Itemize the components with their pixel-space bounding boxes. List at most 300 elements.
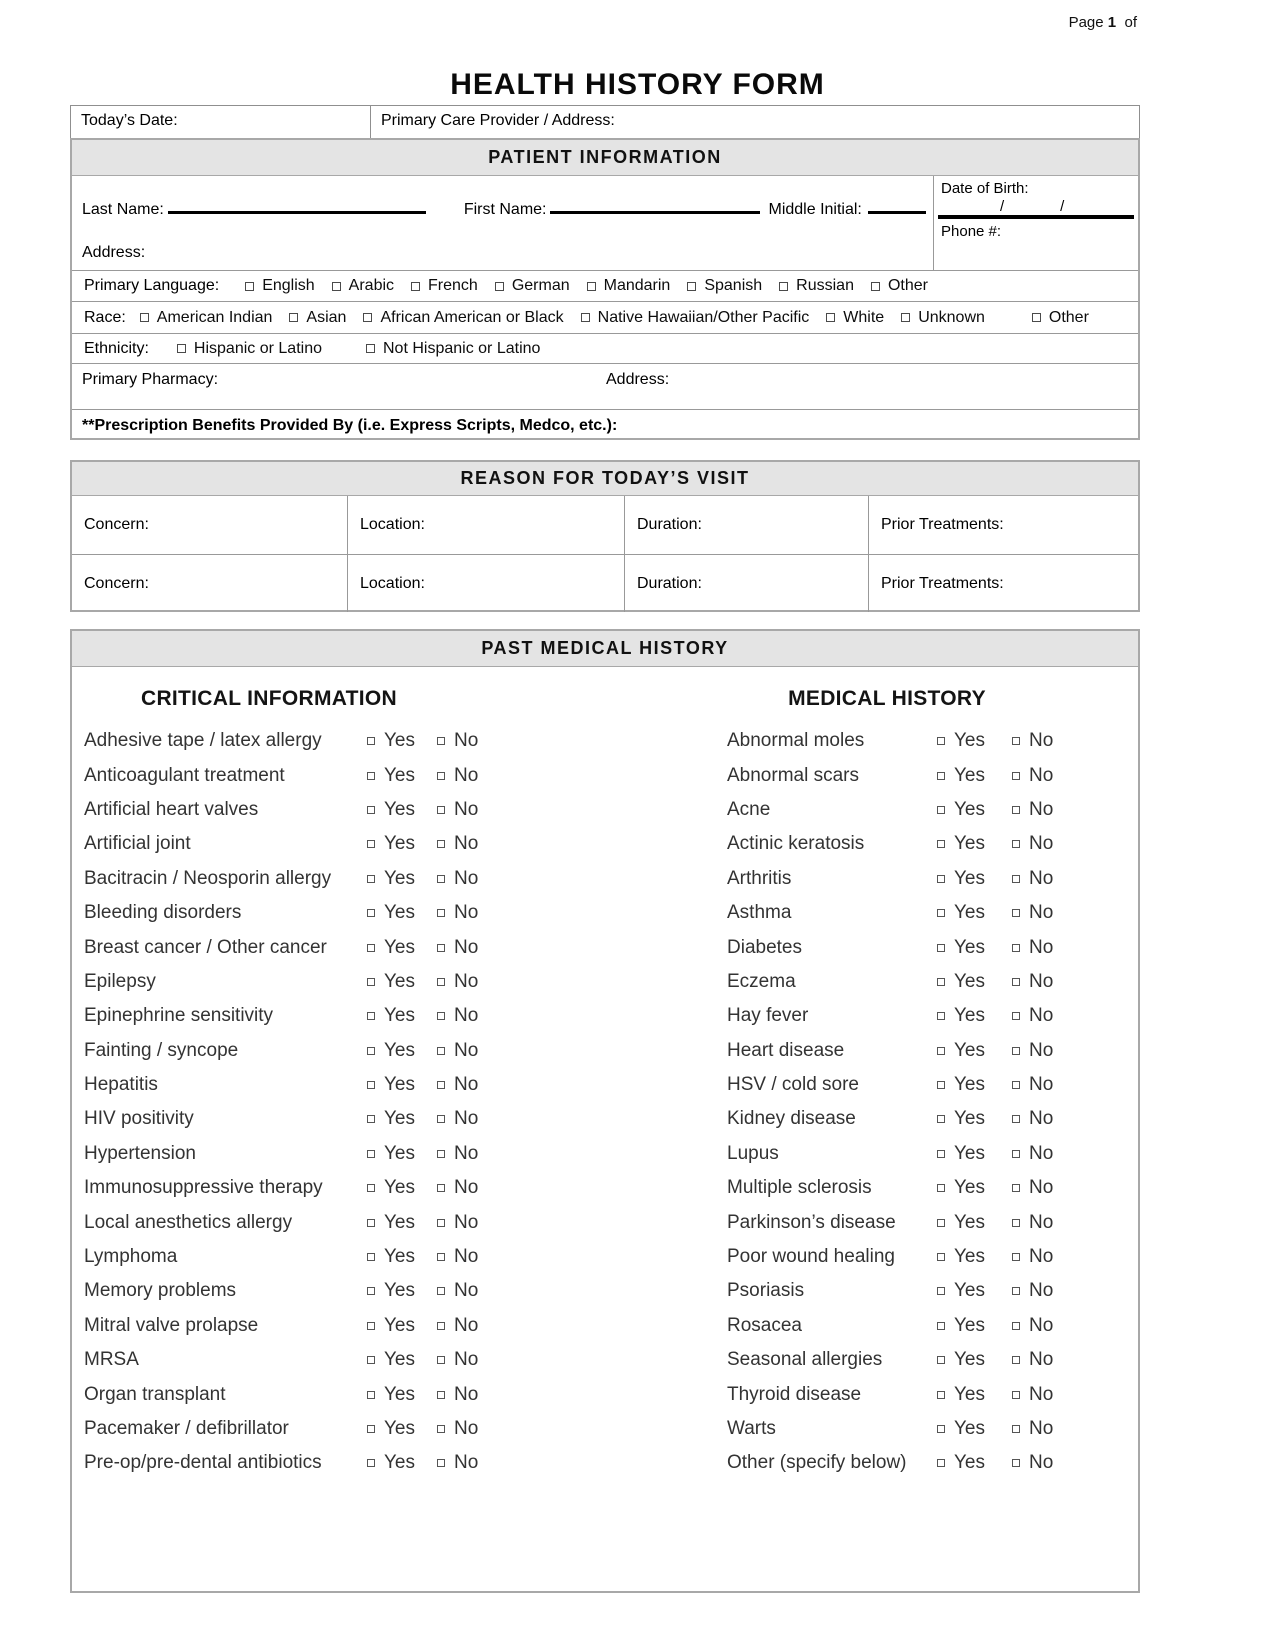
yes-option[interactable] <box>367 1349 437 1371</box>
patient-name-box <box>72 176 1138 271</box>
condition-row <box>84 1377 507 1411</box>
no-option[interactable] <box>437 1452 507 1474</box>
condition-row <box>727 1034 1082 1068</box>
no-option[interactable] <box>1012 1005 1082 1027</box>
checkbox-icon[interactable] <box>1032 313 1041 322</box>
yes-checkbox-icon[interactable] <box>937 1356 945 1364</box>
race-checkbox-option[interactable] <box>363 309 563 327</box>
yes-label: Yes <box>954 1452 985 1474</box>
race-checkbox-option[interactable] <box>140 309 273 327</box>
yes-option[interactable] <box>367 902 437 924</box>
condition-row <box>84 724 507 758</box>
yes-option[interactable] <box>937 765 1012 787</box>
no-option[interactable] <box>1012 1074 1082 1096</box>
no-option[interactable] <box>437 1349 507 1371</box>
no-checkbox-icon[interactable] <box>437 1287 445 1295</box>
no-checkbox-icon[interactable] <box>437 1184 445 1192</box>
no-checkbox-icon[interactable] <box>1012 737 1020 745</box>
no-option[interactable] <box>437 1384 507 1406</box>
yes-option[interactable] <box>937 1212 1012 1234</box>
yes-label: Yes <box>954 798 985 820</box>
option-label: Unknown <box>918 308 985 326</box>
yes-option[interactable] <box>367 1418 437 1440</box>
checkbox-icon[interactable] <box>289 313 298 322</box>
yes-option[interactable] <box>937 868 1012 890</box>
no-label: No <box>454 970 479 992</box>
no-checkbox-icon[interactable] <box>437 909 445 917</box>
no-option[interactable] <box>1012 1280 1082 1302</box>
yes-checkbox-icon[interactable] <box>367 1115 375 1123</box>
condition-label: HSV / cold sore <box>727 1074 859 1096</box>
no-checkbox-icon[interactable] <box>437 1253 445 1261</box>
yes-option[interactable] <box>937 1074 1012 1096</box>
checkbox-icon[interactable] <box>366 344 375 353</box>
no-option[interactable] <box>1012 799 1082 821</box>
no-checkbox-icon[interactable] <box>1012 1322 1020 1330</box>
yes-checkbox-icon[interactable] <box>937 1047 945 1055</box>
no-option[interactable] <box>437 971 507 993</box>
yes-checkbox-icon[interactable] <box>367 1425 375 1433</box>
no-option[interactable] <box>1012 1349 1082 1371</box>
yes-checkbox-icon[interactable] <box>367 1081 375 1089</box>
no-checkbox-icon[interactable] <box>437 737 445 745</box>
primary-care-provider-field[interactable]: Primary Care Provider / Address: <box>381 112 615 129</box>
yes-option[interactable] <box>367 730 437 752</box>
no-checkbox-icon[interactable] <box>1012 944 1020 952</box>
no-label: No <box>1029 764 1054 786</box>
race-checkbox-option[interactable] <box>901 309 985 327</box>
checkbox-icon[interactable] <box>363 313 372 322</box>
primary-language-label: Primary Language: <box>84 277 220 294</box>
yes-option[interactable] <box>937 833 1012 855</box>
language-checkbox-option[interactable] <box>332 277 394 295</box>
condition-row <box>84 1137 507 1171</box>
yes-checkbox-icon[interactable] <box>937 1391 945 1399</box>
yes-checkbox-icon[interactable] <box>367 1459 375 1467</box>
no-label: No <box>1029 730 1054 752</box>
yes-checkbox-icon[interactable] <box>937 737 945 745</box>
condition-row <box>727 1377 1082 1411</box>
condition-label: Eczema <box>727 970 796 992</box>
no-checkbox-icon[interactable] <box>437 1356 445 1364</box>
language-checkbox-option[interactable] <box>779 277 854 295</box>
no-option[interactable] <box>1012 1040 1082 1062</box>
yes-label: Yes <box>384 867 415 889</box>
yes-checkbox-icon[interactable] <box>367 1356 375 1364</box>
todays-date-field[interactable]: Today’s Date: <box>71 106 371 138</box>
page-number-value: 1 <box>1107 14 1117 31</box>
no-label: No <box>454 1383 479 1405</box>
condition-row <box>727 1102 1082 1136</box>
condition-label: Diabetes <box>727 936 802 958</box>
no-option[interactable] <box>437 937 507 959</box>
dob-label: Date of Birth: <box>941 180 1029 197</box>
condition-row <box>727 1137 1082 1171</box>
yes-option[interactable] <box>367 1074 437 1096</box>
no-option[interactable] <box>437 1108 507 1130</box>
condition-label: Hypertension <box>84 1142 196 1164</box>
checkbox-icon[interactable] <box>177 344 186 353</box>
yes-checkbox-icon[interactable] <box>367 1184 375 1192</box>
yes-checkbox-icon[interactable] <box>367 1322 375 1330</box>
no-checkbox-icon[interactable] <box>437 1115 445 1123</box>
no-option[interactable] <box>437 1246 507 1268</box>
language-checkbox-option[interactable] <box>411 277 478 295</box>
no-option[interactable] <box>437 730 507 752</box>
location-field[interactable]: Location: <box>347 496 624 554</box>
concern-field[interactable]: Concern: <box>84 516 149 533</box>
condition-label: Actinic keratosis <box>727 833 865 855</box>
no-option[interactable] <box>1012 1177 1082 1199</box>
critical-information-header: CRITICAL INFORMATION <box>140 687 398 710</box>
condition-label: Epilepsy <box>84 970 156 992</box>
option-label: African American or Black <box>380 308 564 326</box>
phone-field[interactable]: Phone #: <box>941 223 1002 240</box>
yes-checkbox-icon[interactable] <box>937 1219 945 1227</box>
yes-checkbox-icon[interactable] <box>367 1287 375 1295</box>
yes-label: Yes <box>954 1039 985 1061</box>
yes-option[interactable] <box>367 1280 437 1302</box>
yes-label: Yes <box>384 1211 415 1233</box>
yes-checkbox-icon[interactable] <box>367 1047 375 1055</box>
yes-label: Yes <box>384 1246 415 1268</box>
checkbox-icon[interactable] <box>411 282 420 291</box>
yes-checkbox-icon[interactable] <box>367 1219 375 1227</box>
yes-option[interactable] <box>367 971 437 993</box>
yes-checkbox-icon[interactable] <box>367 806 375 814</box>
no-option[interactable] <box>437 1212 507 1234</box>
race-checkbox-option[interactable] <box>1032 309 1089 327</box>
condition-label: Bacitracin / Neosporin allergy <box>84 867 332 889</box>
yes-checkbox-icon[interactable] <box>937 772 945 780</box>
yes-checkbox-icon[interactable] <box>367 909 375 917</box>
no-checkbox-icon[interactable] <box>437 1322 445 1330</box>
yes-option[interactable] <box>937 1005 1012 1027</box>
prior-treatments-field[interactable]: Prior Treatments: <box>868 555 1142 612</box>
no-option[interactable] <box>437 868 507 890</box>
no-checkbox-icon[interactable] <box>1012 1356 1020 1364</box>
yes-checkbox-icon[interactable] <box>937 875 945 883</box>
checkbox-icon[interactable] <box>687 282 696 291</box>
no-checkbox-icon[interactable] <box>437 1012 445 1020</box>
primary-pharmacy-row <box>72 364 1138 410</box>
no-label: No <box>1029 1211 1054 1233</box>
no-option[interactable] <box>1012 1143 1082 1165</box>
checkbox-icon[interactable] <box>332 282 341 291</box>
middle-initial-field[interactable] <box>868 200 926 214</box>
yes-option[interactable] <box>937 1177 1012 1199</box>
no-checkbox-icon[interactable] <box>437 840 445 848</box>
yes-checkbox-icon[interactable] <box>937 1012 945 1020</box>
address-field[interactable]: Address: <box>82 244 146 261</box>
yes-label: Yes <box>954 902 985 924</box>
no-checkbox-icon[interactable] <box>1012 1012 1020 1020</box>
yes-option[interactable] <box>937 937 1012 959</box>
no-option[interactable] <box>437 765 507 787</box>
no-option[interactable] <box>437 1280 507 1302</box>
yes-option[interactable] <box>937 902 1012 924</box>
yes-option[interactable] <box>937 1246 1012 1268</box>
no-checkbox-icon[interactable] <box>437 978 445 986</box>
condition-row <box>727 1446 1082 1480</box>
condition-label: Abnormal scars <box>727 764 859 786</box>
no-label: No <box>454 730 479 752</box>
past-medical-history-section <box>70 629 1140 1593</box>
condition-row <box>84 896 507 930</box>
no-checkbox-icon[interactable] <box>1012 1047 1020 1055</box>
yes-checkbox-icon[interactable] <box>367 1391 375 1399</box>
name-row <box>82 200 926 219</box>
yes-option[interactable] <box>937 730 1012 752</box>
option-label: French <box>428 277 478 294</box>
no-checkbox-icon[interactable] <box>1012 1184 1020 1192</box>
yes-option[interactable] <box>937 1384 1012 1406</box>
yes-checkbox-icon[interactable] <box>367 1253 375 1261</box>
no-option[interactable] <box>437 1177 507 1199</box>
no-option[interactable] <box>1012 833 1082 855</box>
dob-field[interactable] <box>938 197 1134 219</box>
yes-label: Yes <box>954 1142 985 1164</box>
past-medical-history-box <box>72 667 1138 1593</box>
race-checkbox-option[interactable] <box>289 309 346 327</box>
no-checkbox-icon[interactable] <box>1012 772 1020 780</box>
yes-option[interactable] <box>937 1108 1012 1130</box>
yes-option[interactable] <box>367 1005 437 1027</box>
no-option[interactable] <box>1012 1384 1082 1406</box>
checkbox-icon[interactable] <box>245 282 254 291</box>
checkbox-icon[interactable] <box>587 282 596 291</box>
language-checkbox-option[interactable] <box>587 277 671 295</box>
no-option[interactable] <box>1012 730 1082 752</box>
yes-option[interactable] <box>937 1280 1012 1302</box>
yes-label: Yes <box>384 936 415 958</box>
yes-option[interactable] <box>937 1040 1012 1062</box>
no-label: No <box>454 1418 479 1439</box>
yes-option[interactable] <box>937 1315 1012 1337</box>
yes-option[interactable] <box>937 799 1012 821</box>
no-label: No <box>454 1108 479 1130</box>
condition-row <box>727 930 1082 964</box>
yes-checkbox-icon[interactable] <box>367 978 375 986</box>
no-checkbox-icon[interactable] <box>1012 978 1020 986</box>
no-checkbox-icon[interactable] <box>1012 1150 1020 1158</box>
yes-label: Yes <box>954 970 985 992</box>
yes-option[interactable] <box>367 868 437 890</box>
condition-label: Bleeding disorders <box>84 902 242 924</box>
no-checkbox-icon[interactable] <box>1012 1253 1020 1261</box>
prior-treatments-field[interactable]: Prior Treatments: <box>868 496 1142 554</box>
no-option[interactable] <box>1012 1452 1082 1474</box>
no-checkbox-icon[interactable] <box>1012 1425 1020 1433</box>
page-number-prefix: Page <box>1068 14 1104 31</box>
yes-checkbox-icon[interactable] <box>937 1322 945 1330</box>
no-checkbox-icon[interactable] <box>437 1219 445 1227</box>
location-field[interactable]: Location: <box>347 555 624 612</box>
no-option[interactable] <box>437 1143 507 1165</box>
no-checkbox-icon[interactable] <box>437 1047 445 1055</box>
no-option[interactable] <box>1012 1246 1082 1268</box>
no-option[interactable] <box>437 799 507 821</box>
no-option[interactable] <box>437 833 507 855</box>
no-label: No <box>454 902 479 924</box>
yes-option[interactable] <box>367 1384 437 1406</box>
yes-checkbox-icon[interactable] <box>367 1012 375 1020</box>
yes-checkbox-icon[interactable] <box>937 978 945 986</box>
checkbox-icon[interactable] <box>581 313 590 322</box>
checkbox-icon[interactable] <box>140 313 149 322</box>
yes-option[interactable] <box>367 1246 437 1268</box>
yes-checkbox-icon[interactable] <box>937 1081 945 1089</box>
yes-checkbox-icon[interactable] <box>937 1459 945 1467</box>
no-checkbox-icon[interactable] <box>1012 1219 1020 1227</box>
no-checkbox-icon[interactable] <box>1012 840 1020 848</box>
no-option[interactable] <box>1012 765 1082 787</box>
yes-option[interactable] <box>367 799 437 821</box>
no-option[interactable] <box>437 1074 507 1096</box>
duration-field[interactable]: Duration: <box>624 496 868 554</box>
no-checkbox-icon[interactable] <box>1012 875 1020 883</box>
yes-checkbox-icon[interactable] <box>937 909 945 917</box>
yes-option[interactable] <box>937 1143 1012 1165</box>
patient-name-area <box>72 176 936 270</box>
language-checkbox-option[interactable] <box>245 277 314 295</box>
yes-option[interactable] <box>367 937 437 959</box>
checkbox-icon[interactable] <box>871 282 880 291</box>
no-label: No <box>454 1142 479 1164</box>
yes-checkbox-icon[interactable] <box>937 1150 945 1158</box>
condition-label: Artificial heart valves <box>84 798 259 820</box>
yes-checkbox-icon[interactable] <box>937 806 945 814</box>
ethnicity-options <box>177 340 585 358</box>
no-checkbox-icon[interactable] <box>437 1081 445 1089</box>
last-name-field[interactable] <box>168 200 426 214</box>
yes-label: Yes <box>384 1314 415 1336</box>
yes-option[interactable] <box>367 765 437 787</box>
no-option[interactable] <box>1012 1212 1082 1234</box>
no-checkbox-icon[interactable] <box>1012 1115 1020 1123</box>
checkbox-icon[interactable] <box>901 313 910 322</box>
yes-option[interactable] <box>937 1418 1012 1440</box>
option-label: White <box>843 308 885 326</box>
no-checkbox-icon[interactable] <box>437 1459 445 1467</box>
yes-checkbox-icon[interactable] <box>367 772 375 780</box>
last-name-label: Last Name: <box>82 201 164 218</box>
yes-option[interactable] <box>937 1349 1012 1371</box>
condition-label: Immunosuppressive therapy <box>84 1177 323 1199</box>
condition-row <box>84 1068 507 1102</box>
language-checkbox-option[interactable] <box>687 277 762 295</box>
concern-field[interactable]: Concern: <box>84 574 149 592</box>
ethnicity-checkbox-option[interactable] <box>366 340 540 358</box>
yes-checkbox-icon[interactable] <box>367 944 375 952</box>
race-checkbox-option[interactable] <box>826 309 884 327</box>
no-checkbox-icon[interactable] <box>437 1391 445 1399</box>
no-option[interactable] <box>437 1005 507 1027</box>
race-options <box>140 309 1106 327</box>
no-label: No <box>454 764 479 786</box>
no-option[interactable] <box>1012 1108 1082 1130</box>
yes-checkbox-icon[interactable] <box>367 840 375 848</box>
no-option[interactable] <box>1012 1418 1082 1440</box>
no-checkbox-icon[interactable] <box>1012 1391 1020 1399</box>
option-label: Other <box>1048 308 1089 326</box>
no-checkbox-icon[interactable] <box>437 806 445 814</box>
yes-checkbox-icon[interactable] <box>937 1425 945 1433</box>
condition-row <box>84 1171 507 1205</box>
yes-checkbox-icon[interactable] <box>937 1115 945 1123</box>
condition-row <box>727 1068 1082 1102</box>
yes-checkbox-icon[interactable] <box>367 1150 375 1158</box>
no-checkbox-icon[interactable] <box>1012 909 1020 917</box>
language-checkbox-option[interactable] <box>871 277 928 295</box>
yes-option[interactable] <box>367 1040 437 1062</box>
language-checkbox-option[interactable] <box>495 277 570 295</box>
no-label: No <box>454 1005 479 1027</box>
yes-option[interactable] <box>367 1452 437 1474</box>
no-checkbox-icon[interactable] <box>437 875 445 883</box>
yes-option[interactable] <box>367 833 437 855</box>
checkbox-icon[interactable] <box>495 282 504 291</box>
yes-checkbox-icon[interactable] <box>937 1253 945 1261</box>
no-option[interactable] <box>1012 971 1082 993</box>
yes-checkbox-icon[interactable] <box>367 875 375 883</box>
no-checkbox-icon[interactable] <box>1012 1459 1020 1467</box>
no-label: No <box>454 1280 479 1302</box>
no-checkbox-icon[interactable] <box>437 1150 445 1158</box>
no-checkbox-icon[interactable] <box>437 772 445 780</box>
yes-checkbox-icon[interactable] <box>937 1287 945 1295</box>
yes-option[interactable] <box>937 1452 1012 1474</box>
no-checkbox-icon[interactable] <box>1012 806 1020 814</box>
no-option[interactable] <box>1012 1315 1082 1337</box>
ethnicity-checkbox-option[interactable] <box>177 340 322 358</box>
no-option[interactable] <box>437 1040 507 1062</box>
yes-checkbox-icon[interactable] <box>937 944 945 952</box>
primary-pharmacy-field[interactable]: Primary Pharmacy: <box>82 371 219 388</box>
patient-information-section <box>70 138 1140 440</box>
yes-option[interactable] <box>367 1212 437 1234</box>
pharmacy-address-field[interactable]: Address: <box>606 371 670 388</box>
no-checkbox-icon[interactable] <box>1012 1081 1020 1089</box>
first-name-field[interactable] <box>550 200 760 214</box>
no-label: No <box>454 867 479 889</box>
yes-option[interactable] <box>367 1143 437 1165</box>
no-checkbox-icon[interactable] <box>437 1425 445 1433</box>
condition-label: Breast cancer / Other cancer <box>84 936 327 958</box>
prescription-benefits-field[interactable]: **Prescription Benefits Provided By (i.e. Express Scripts, Medco, etc.): <box>82 416 618 434</box>
duration-field[interactable]: Duration: <box>624 555 868 612</box>
no-checkbox-icon[interactable] <box>1012 1287 1020 1295</box>
race-checkbox-option[interactable] <box>581 309 810 327</box>
yes-checkbox-icon[interactable] <box>937 1184 945 1192</box>
no-option[interactable] <box>437 1315 507 1337</box>
no-option[interactable] <box>1012 937 1082 959</box>
condition-label: Mitral valve prolapse <box>84 1314 259 1336</box>
no-option[interactable] <box>437 1418 507 1440</box>
yes-option[interactable] <box>367 1108 437 1130</box>
no-option[interactable] <box>1012 902 1082 924</box>
yes-option[interactable] <box>367 1315 437 1337</box>
yes-option[interactable] <box>367 1177 437 1199</box>
no-option[interactable] <box>437 902 507 924</box>
no-checkbox-icon[interactable] <box>437 944 445 952</box>
yes-option[interactable] <box>937 971 1012 993</box>
checkbox-icon[interactable] <box>826 313 835 322</box>
checkbox-icon[interactable] <box>779 282 788 291</box>
yes-checkbox-icon[interactable] <box>937 840 945 848</box>
yes-checkbox-icon[interactable] <box>367 737 375 745</box>
no-option[interactable] <box>1012 868 1082 890</box>
